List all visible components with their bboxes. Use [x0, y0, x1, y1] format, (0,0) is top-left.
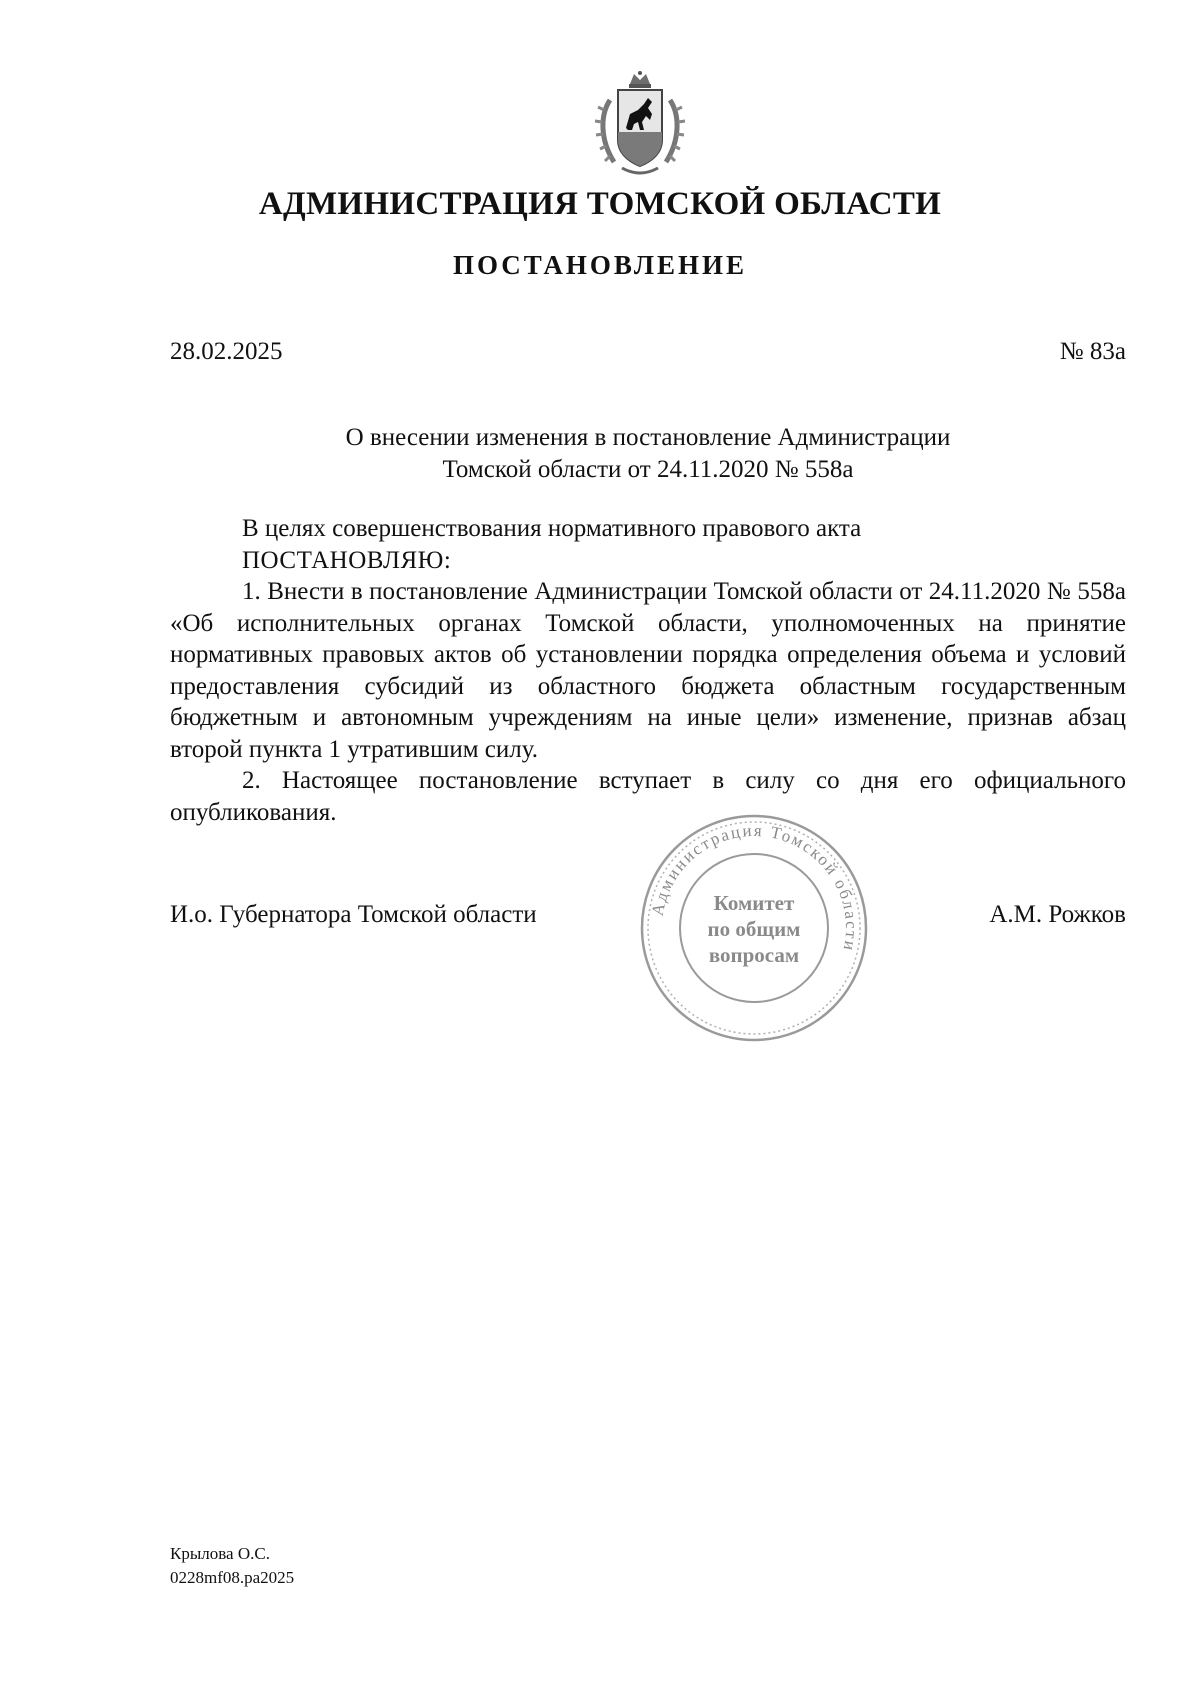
official-stamp-seal	[636, 810, 872, 1046]
organization-title: АДМИНИСТРАЦИЯ ТОМСКОЙ ОБЛАСТИ	[258, 186, 942, 222]
document-number: № 83а	[1059, 338, 1126, 365]
document-type-heading: ПОСТАНОВЛЕНИЕ	[452, 250, 748, 280]
executor-name: Крылова О.С.	[170, 1544, 270, 1563]
stamp-line-1: Комитет	[713, 891, 795, 915]
tomsk-region-coat-of-arms-icon	[592, 70, 688, 180]
file-code: 0228mf08.pa2025	[170, 1568, 295, 1587]
document-body	[170, 513, 1126, 828]
decree-item-1: 1. Внести в постановление Администрации Томской области от 24.11.2020 № 558а «Об исполнительных органах Томской области, уполномоченных на принятие нормативных правовых актов об установлении порядка определения объема и условий предоставления субсидий из областного бюджета областным государственным бюджетным и автономным учреждениям на иные цели» изменение, признав абзац второй пункта 1 утратившим силу.	[170, 578, 1126, 763]
signatory-role: И.о. Губернатора Томской области	[170, 901, 537, 928]
stamp-line-2: по общим	[707, 917, 801, 941]
footer-executor-info	[170, 1542, 294, 1590]
subject-line-2: Томской области от 24.11.2020 № 558а	[442, 456, 854, 483]
subject-line-1: О внесении изменения в постановление Администрации	[345, 424, 951, 451]
preamble-text: В целях совершенствования нормативного правового акта	[242, 515, 862, 542]
document-subject	[170, 422, 1126, 486]
signatory-name: А.М. Рожков	[989, 901, 1126, 928]
stamp-line-3: вопросам	[708, 943, 800, 967]
stamp-ring-text: Администрация Томской области	[647, 820, 862, 954]
decree-word: ПОСТАНОВЛЯЮ:	[242, 546, 452, 574]
decree-item-2: 2. Настоящее постановление вступает в силу со дня его официального опубликования.	[170, 767, 1126, 826]
document-date: 28.02.2025	[170, 338, 283, 365]
